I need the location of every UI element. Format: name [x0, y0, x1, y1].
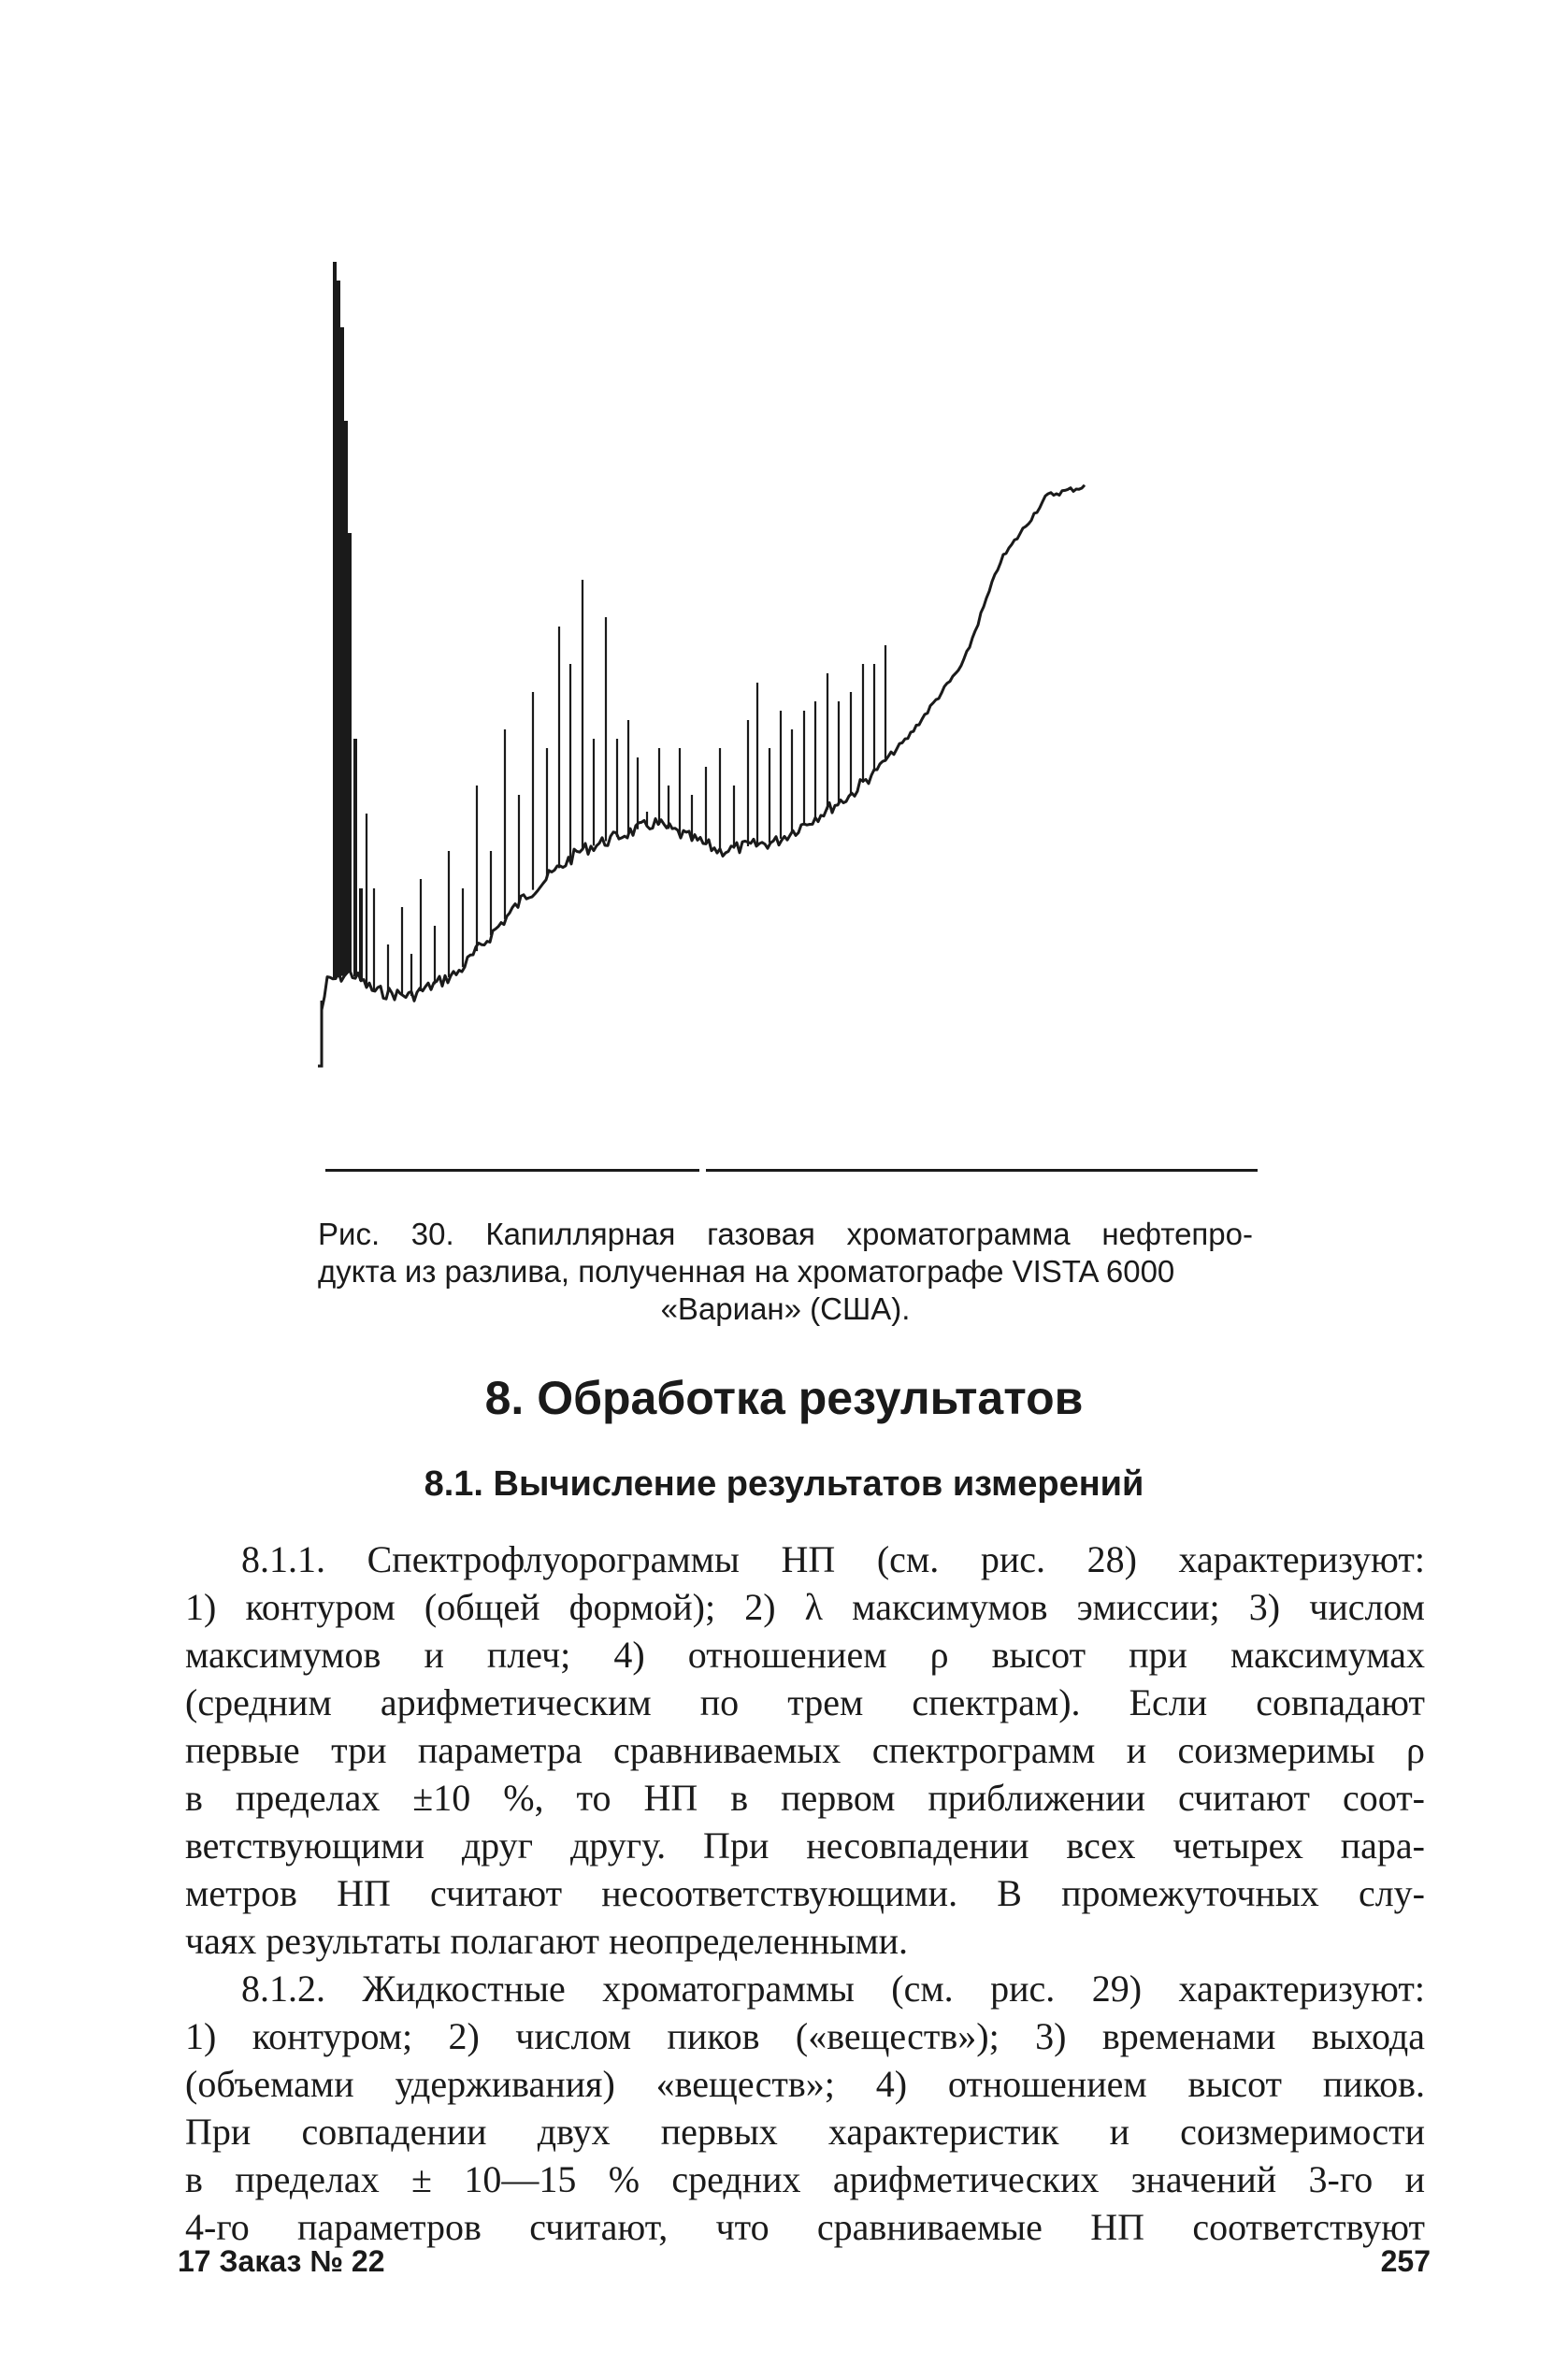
caption-line-1: Рис. 30. Капиллярная газовая хроматограмма нефтепро- — [318, 1217, 1253, 1251]
figure-rule-left — [325, 1169, 699, 1172]
section-title: 8. Обработка результатов — [484, 1372, 1084, 1424]
paragraph-line: 1) контуром (общей формой); 2) λ максимумов эмиссии; 3) числом — [185, 1586, 1425, 1628]
paragraph-line: 4-го параметров считают, что сравниваемые НП соответствуют — [185, 2206, 1425, 2248]
caption-line-3: «Вариан» (США). — [660, 1291, 911, 1326]
paragraph-line: 1) контуром; 2) числом пиков («веществ»); 3) временами выхода — [185, 2015, 1425, 2057]
caption-line-2: дукта из разлива, полученная на хроматографе VISTA 6000 — [318, 1254, 1175, 1289]
paragraph-8-1-2 — [185, 1965, 1425, 2251]
print-order-number: 17 Заказ № 22 — [178, 2244, 385, 2278]
paragraph-line: в пределах ±10 %, то НП в первом приближении считают соот- — [185, 1777, 1425, 1819]
page-number: 257 — [1380, 2244, 1431, 2278]
paragraph-line: в пределах ± 10—15 % средних арифметических значений 3-го и — [185, 2158, 1425, 2200]
body-text — [185, 1535, 1425, 2251]
chromatogram-start-mark — [318, 1001, 322, 1066]
paragraph-line: максимумов и плеч; 4) отношением ρ высот при максимумах — [185, 1634, 1425, 1676]
paragraph-8-1-1 — [185, 1535, 1425, 1965]
paragraph-line: При совпадении двух первых характеристик и соизмеримости — [185, 2111, 1425, 2153]
chromatogram-peaks — [335, 262, 885, 996]
paragraph-line: первые три параметра сравниваемых спектрограмм и соизмеримы ρ — [185, 1729, 1425, 1771]
paragraph-line: чаях результаты полагают неопределенными. — [185, 1920, 909, 1962]
paragraph-line: 8.1.1. Спектрофлуорограммы НП (см. рис. 28) характеризуют: — [241, 1538, 1425, 1580]
chromatogram-baseline — [322, 485, 1085, 1010]
paragraph-line: метров НП считают несоответствующими. В промежуточных слу- — [185, 1872, 1425, 1914]
figure-rule-right — [706, 1169, 1258, 1172]
paragraph-line: (объемами удерживания) «веществ»; 4) отношением высот пиков. — [185, 2063, 1425, 2105]
chromatogram-figure — [309, 140, 1262, 1085]
paragraph-line: 8.1.2. Жидкостные хроматограммы (см. рис. 29) характеризуют: — [241, 1968, 1425, 2010]
chromatogram-plot — [309, 140, 1262, 1085]
paragraph-line: (средним арифметическим по трем спектрам). Если совпадают — [185, 1681, 1425, 1723]
paragraph-line: ветствующими друг другу. При несовпадении всех четырех пара- — [185, 1824, 1425, 1867]
figure-caption — [318, 1216, 1253, 1328]
subsection-title: 8.1. Вычисление результатов измерений — [424, 1464, 1144, 1504]
